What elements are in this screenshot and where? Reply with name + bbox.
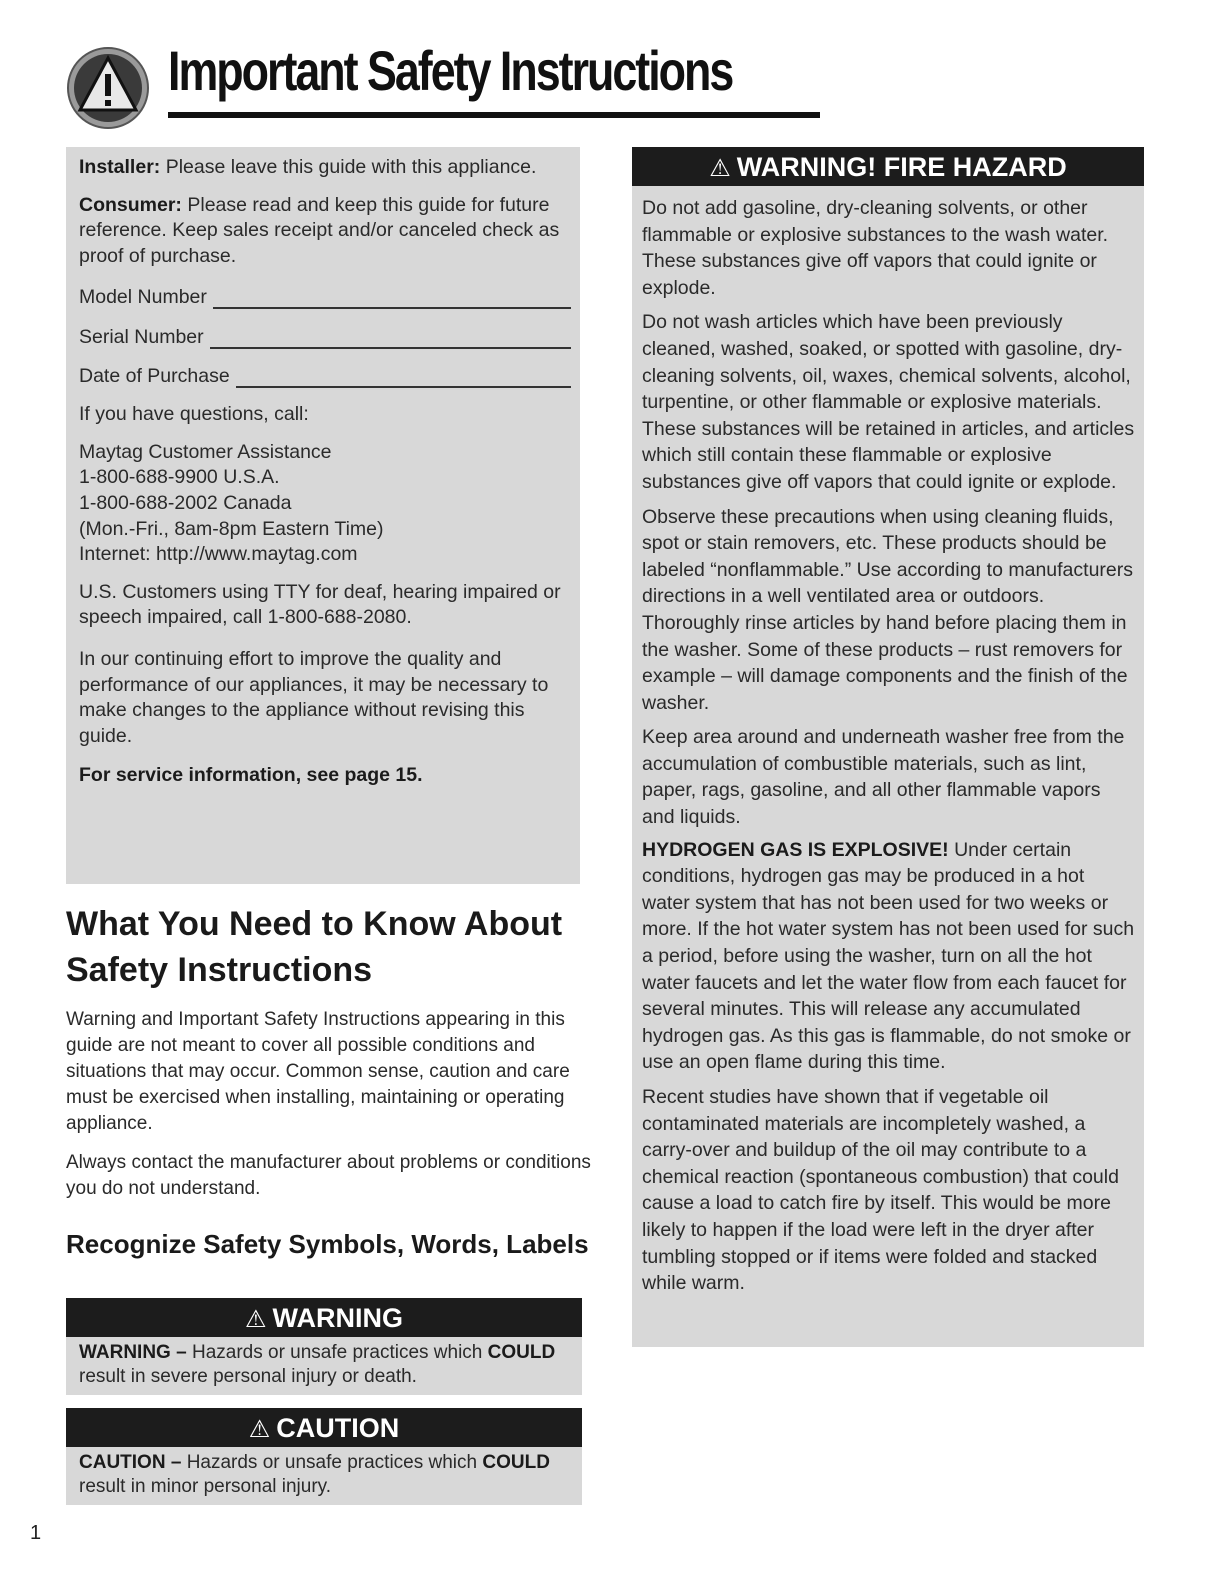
caution-header	[66, 1408, 582, 1447]
installer-info-box	[66, 147, 580, 884]
warning-header-text: WARNING	[272, 1303, 403, 1333]
caution-text: Hazards or unsafe practices which	[186, 1452, 478, 1473]
contact-line: 1-800-688-2002 Canada	[79, 491, 292, 514]
model-number-label: Model Number	[79, 285, 207, 308]
caution-header-text: CAUTION	[276, 1413, 400, 1443]
warning-triangle-icon	[66, 46, 150, 130]
date-of-purchase-label: Date of Purchase	[79, 365, 230, 388]
caution-definition	[79, 1451, 569, 1499]
warning-triangle-icon: ⚠	[244, 1306, 267, 1333]
warning-text: Hazards or unsafe practices which	[191, 1342, 483, 1363]
consumer-note	[79, 193, 571, 270]
caution-result: result in minor personal injury.	[79, 1476, 332, 1497]
serial-number-label: Serial Number	[79, 325, 204, 348]
consumer-text: Please read and keep this guide for future reference. Keep sales receipt and/or canceled check as proof of purchase.	[79, 193, 560, 267]
warning-label: WARNING –	[79, 1342, 187, 1363]
installer-note	[79, 155, 571, 181]
serial-number-line	[210, 331, 571, 349]
hydrogen-gas-text: Under certain conditions, hydrogen gas may be produced in a hot water system that has not been used for two weeks or more. If the hot water system has not been used for such a period, before using the washer, turn on all the hot water faucets and let the water flow from each faucet for several minutes. This will release any accumulated hydrogen gas. As this gas is flammable, do not smoke or use an open flame during this time.	[642, 838, 1135, 1074]
fire-hazard-warning-box	[632, 147, 1144, 1347]
fire-hazard-paragraph: Keep area around and underneath washer free from the accumulation of combustible materials, such as lint, paper, rags, gasoline, and all other flammable vapors and liquids.	[642, 726, 1125, 829]
body-paragraph: Always contact the manufacturer about problems or conditions you do not understand.	[66, 1152, 591, 1199]
fire-hazard-header	[632, 147, 1144, 186]
body-paragraph: Warning and Important Safety Instructions appearing in this guide are not meant to cover all possible conditions and situations that may occur. Common sense, caution and care must be exercised when installing, maintaining or operating appliance.	[66, 1009, 570, 1134]
questions-text: If you have questions, call:	[79, 403, 309, 426]
contact-line: Maytag Customer Assistance	[79, 440, 332, 463]
fire-hazard-header-text: WARNING! FIRE HAZARD	[736, 152, 1067, 182]
warning-result: result in severe personal injury or death.	[79, 1366, 417, 1387]
fire-hazard-paragraph: Observe these precautions when using cleaning fluids, spot or stain removers, etc. These products should be labeled “nonflammable.” Use according to manufacturers directions in a well ventilated area or outdoors. Thoroughly rinse articles by hand before placing them in the washer. Some of these products – rust removers for example – will damage components and the finish of the washer.	[642, 505, 1133, 714]
hydrogen-gas-paragraph	[642, 837, 1136, 1076]
service-info-text: For service information, see page 15.	[79, 764, 423, 787]
fire-hazard-paragraph: Do not wash articles which have been previously cleaned, washed, soaked, or spotted with gasoline, dry-cleaning solvents, oil, waxes, chemical solvents, alcohol, turpentine, or other flammable or explosive materials. These substances will be retained in articles, and articles which still contain these flammable or explosive substances give off vapors that could ignite or explode.	[642, 311, 1135, 493]
model-number-line	[213, 291, 571, 309]
contact-block	[79, 440, 571, 568]
improvement-text: In our continuing effort to improve the quality and performance of our appliances, it may be necessary to make changes to the appliance without revising this guide.	[79, 647, 549, 747]
section-heading: What You Need to Know About Safety Instructions	[66, 905, 563, 989]
installer-text: Please leave this guide with this appliance.	[165, 156, 537, 178]
date-of-purchase-line	[236, 370, 571, 388]
model-number-field	[79, 283, 571, 309]
could-emphasis: COULD	[487, 1342, 556, 1363]
warning-signal-block	[66, 1298, 582, 1395]
consumer-label: Consumer:	[79, 193, 182, 216]
page-title: Important Safety Instructions	[168, 39, 733, 102]
caution-label: CAUTION –	[79, 1452, 182, 1473]
date-of-purchase-field	[79, 363, 571, 389]
fire-hazard-paragraph: Recent studies have shown that if vegetable oil contaminated materials are incompletely washed, a carry-over and buildup of the oil may contribute to a chemical reaction (spontaneous combustion) that could cause a load to catch fire by itself. This would be more likely to happen if the load were left in the dryer after tumbling stopped or if items were folded and stacked while warm.	[642, 1086, 1119, 1295]
fire-hazard-paragraph: Do not add gasoline, dry-cleaning solvents, or other flammable or explosive substances to the wash water. These substances give off vapors that could ignite or explode.	[642, 197, 1109, 299]
subsection-heading: Recognize Safety Symbols, Words, Labels	[66, 1229, 589, 1259]
warning-definition	[79, 1341, 569, 1389]
warning-triangle-icon: ⚠	[709, 155, 731, 182]
warning-header	[66, 1298, 582, 1337]
title-underline	[168, 112, 820, 118]
serial-number-field	[79, 323, 571, 349]
website-link[interactable]: Internet: http://www.maytag.com	[79, 543, 358, 566]
could-emphasis: COULD	[482, 1452, 550, 1473]
hydrogen-gas-label: HYDROGEN GAS IS EXPLOSIVE!	[642, 838, 949, 861]
warning-triangle-icon: ⚠	[248, 1416, 271, 1443]
tty-text: U.S. Customers using TTY for deaf, hearing impaired or speech impaired, call 1-800-688-2080.	[79, 580, 561, 629]
contact-line: (Mon.-Fri., 8am-8pm Eastern Time)	[79, 517, 384, 540]
page-number: 1	[30, 1522, 42, 1544]
installer-label: Installer:	[79, 156, 161, 178]
caution-signal-block	[66, 1408, 582, 1505]
contact-line: 1-800-688-9900 U.S.A.	[79, 466, 280, 489]
